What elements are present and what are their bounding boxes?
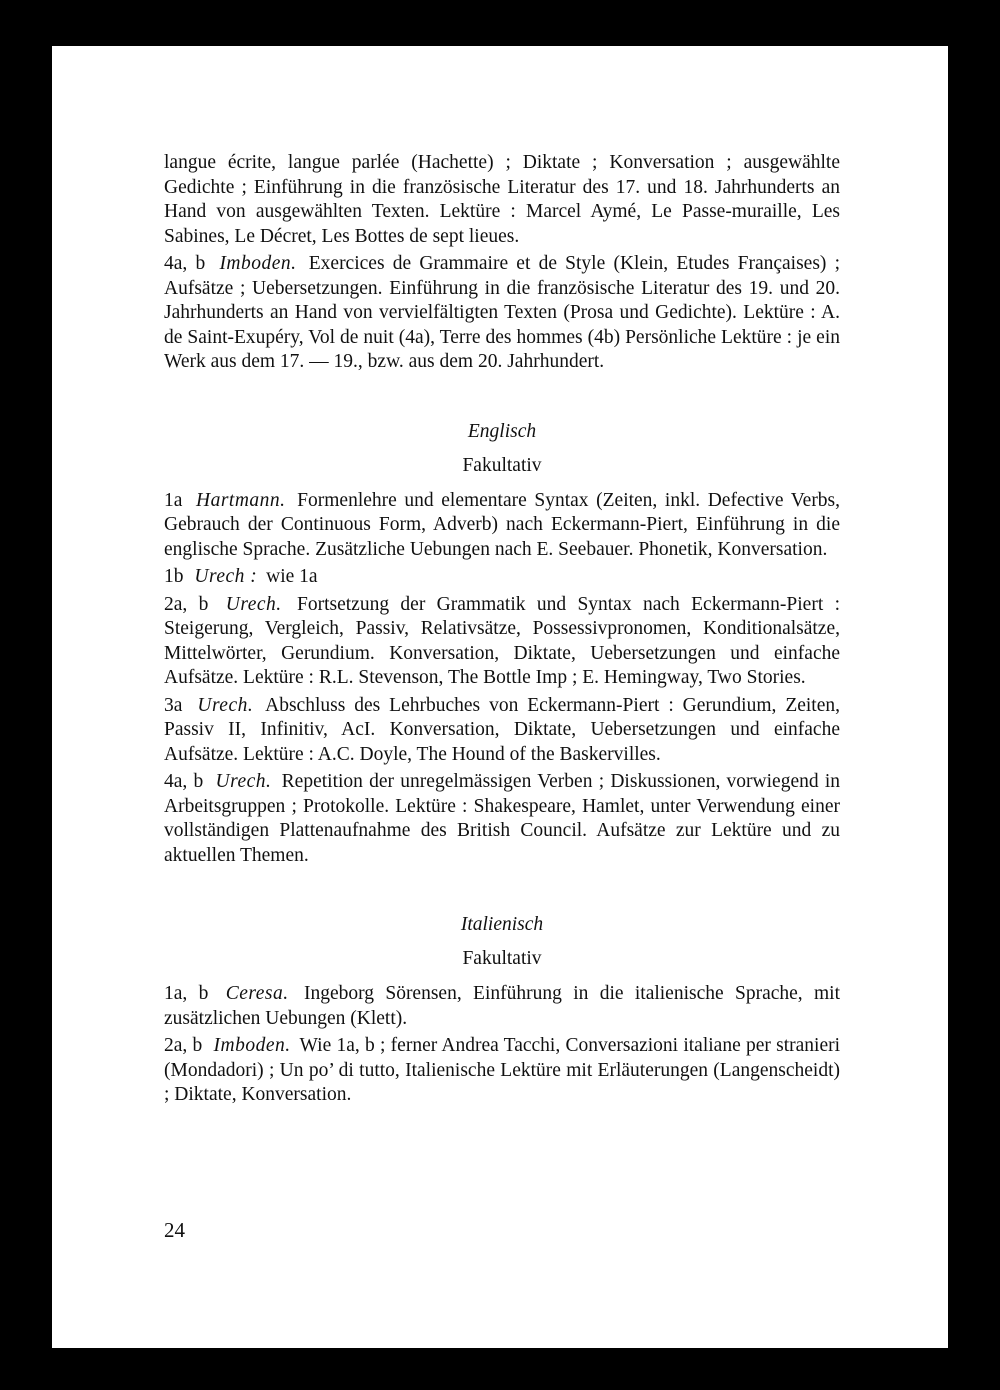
- french-entry-4ab: [164, 252, 840, 375]
- entry-text: Ingeborg Sörensen, Einführung in die italienische Sprache, mit zusätzlichen Uebungen (Klett).: [164, 983, 841, 1029]
- class-label: 4a, b: [164, 771, 204, 792]
- french-paragraph-continued: langue écrite, langue parlée (Hachette) ; Diktate ; Konversation ; ausgewählte Gedichte ; Einführung in die französische Literatur des 17. und 18. Jahrhunderts an Hand von ausgewählten Texten. Lektüre : Marcel Aymé, Le Passe-muraille, Les Sabines, Le Décret, Les Bottes de sept lieues.: [164, 152, 840, 247]
- english-entry: [164, 694, 840, 768]
- entry-text: Wie 1a, b ; ferner Andrea Tacchi, Conversazioni italiane per stranieri (Mondadori) ; Un po’ di tutto, Italienische Lektüre mit Erläuterungen (Langenscheidt) ; Diktate, Konversation.: [164, 1035, 841, 1105]
- english-entry: [164, 565, 840, 590]
- teacher-name: Urech.: [215, 771, 272, 792]
- italian-entry: [164, 1034, 840, 1108]
- section-subtitle-englisch: Fakultativ: [462, 454, 542, 476]
- teacher-name: Urech :: [194, 566, 258, 587]
- entry-text: Formenlehre und elementare Syntax (Zeiten, inkl. Defective Verbs, Gebrauch der Continuous Form, Adverb) nach Eckermann-Piert, Einführung in die englische Sprache. Zusätzliche Uebungen nach E. Seebauer. Phonetik, Konversation.: [164, 489, 841, 560]
- class-label: 2a, b: [164, 1035, 203, 1056]
- teacher-name: Imboden.: [219, 253, 297, 274]
- entry-text: Exercices de Grammaire et de Style (Klein, Etudes Françaises) ; Aufsätze ; Uebersetzungen. Einführung in die französische Literatur des 19. und 20. Jahrhunderts an Hand von vervielfältigten Texten (Prosa und Gedichte). Lektüre : A. de Saint-Exupéry, Vol de nuit (4a), Terre des hommes (4b) Persönliche Lektüre : je ein Werk aus dem 17. — 19., bzw. aus dem 20. Jahrhundert.: [164, 253, 841, 372]
- teacher-name: Ceresa.: [225, 983, 289, 1004]
- entry-text: wie 1a: [266, 566, 318, 587]
- class-label: 1a: [164, 489, 183, 511]
- class-label: 1b: [164, 566, 184, 587]
- teacher-name: Urech.: [225, 593, 282, 615]
- class-label: 3a: [164, 694, 183, 716]
- teacher-name: Hartmann.: [196, 489, 286, 511]
- teacher-name: Urech.: [197, 694, 254, 716]
- page-text: [164, 151, 840, 1111]
- class-label: 2a, b: [164, 593, 209, 615]
- english-entry: [164, 489, 840, 563]
- english-entry: [164, 593, 840, 691]
- entry-text: Repetition der unregelmässigen Verben ; Diskussionen, vorwiegend in Arbeitsgruppen ; Protokolle. Lektüre : Shakespeare, Hamlet, unter Verwendung einer vollständigen Plattenaufnahme des British Council. Aufsätze zur Lektüre und zu aktuellen Themen.: [164, 771, 841, 866]
- section-subtitle-italienisch: Fakultativ: [462, 948, 542, 969]
- teacher-name: Imboden.: [213, 1035, 291, 1056]
- entry-text: Fortsetzung der Grammatik und Syntax nach Eckermann-Piert : Steigerung, Vergleich, Passiv, Relativsätze, Possessivpronomen, Konditionalsätze, Mittelwörter, Gerundium. Konversation, Diktate, Uebersetzungen und einfache Aufsätze. Lektüre : R.L. Stevenson, The Bottle Imp ; E. Hemingway, Two Stories.: [164, 593, 841, 688]
- document-page: [52, 46, 948, 1348]
- section-title-italienisch: Italienisch: [460, 914, 544, 935]
- section-title-englisch: Englisch: [467, 420, 537, 442]
- italian-entry: [164, 982, 840, 1031]
- english-entry: [164, 770, 840, 868]
- page-number: 24: [164, 1218, 185, 1242]
- class-label: 4a, b: [164, 253, 206, 274]
- entry-text: Abschluss des Lehrbuches von Eckermann-Piert : Gerundium, Zeiten, Passiv II, Infinitiv, AcI. Konversation, Diktate, Uebersetzungen und einfache Aufsätze. Lektüre : A.C. Doyle, The Hound of the Baskervilles.: [164, 694, 840, 765]
- class-label: 1a, b: [164, 983, 209, 1004]
